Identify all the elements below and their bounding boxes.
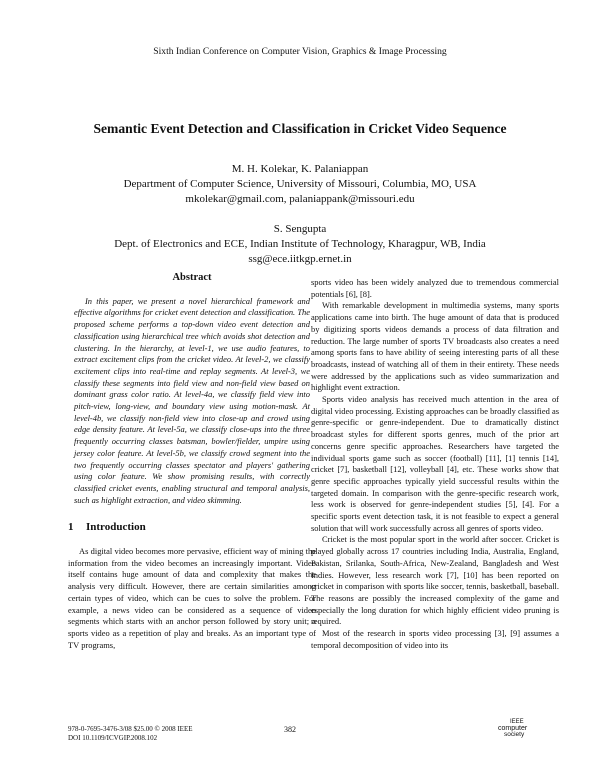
abstract-text: In this paper, we present a novel hierarchical framework and effective algorithms for cricket event detection and classification. The proposed scheme performs a top-down video event detection and classification using hierarchical tree which avoids shot detection and clustering. In the hierarchy, at level-1, we use audio features, to extract excitement clips from the cricket video. At level-2, we classify excitement clips into real-time and replay segments. At level-3, we classify these segments into field view and non-field view based on dominant grass color ratio. At level-4a, we classify field view into pitch-view, long-view, and boundary view using motion-mask. At level-4b, we classify non-field view into close-up and crowd using edge density feature. At level-5a, we classify close-ups into the three frequently occurring classes batsman, bowler/fielder, umpire using jersey color feature. At level-5b, we classify crowd segment into the two frequently occurring classes spectator and players' gathering using color feature. We show promising results, with correctly classified cricket events, enabling structural and temporal analysis, such as highlight extraction, and video skimming. — [74, 295, 310, 505]
ieee-mark: IEEE — [510, 719, 524, 725]
author-emails: ssg@ece.iitkgp.ernet.in — [248, 253, 352, 265]
logo-text-computer: computer — [498, 725, 528, 732]
conference-header: Sixth Indian Conference on Computer Vision, Graphics & Image Processing — [153, 46, 447, 57]
author-block-2 — [0, 222, 600, 267]
right-column — [311, 277, 559, 652]
author-emails: mkolekar@gmail.com, palaniappank@missouri.edu — [185, 193, 415, 205]
author-affiliation: Dept. of Electronics and ECE, Indian Institute of Technology, Kharagpur, WB, India — [114, 238, 486, 250]
author-names: M. H. Kolekar, K. Palaniappan — [231, 163, 369, 175]
isbn-line: 978-0-7695-3476-3/08 $25.00 © 2008 IEEE — [68, 725, 193, 733]
author-affiliation: Department of Computer Science, University of Missouri, Columbia, MO, USA — [123, 178, 477, 190]
paragraph: Most of the research in sports video processing [3], [9] assumes a temporal decomposition of video into its — [311, 628, 559, 650]
page-number: 382 — [284, 725, 296, 734]
paragraph: With remarkable development in multimedia systems, many sports applications came into birth. The huge amount of data that is produced by digitizing sports videos demands a process of data filtration and reduction. The large number of sports TV broadcasts also creates a need among sports fans to have ability of seeing interesting parts of all these broadcasts, instead of watching all of them in their entirety. These needs were addressed by the applications such as video summarization and highlight event extraction. — [311, 300, 559, 393]
footer-citation — [68, 725, 193, 743]
doi-line: DOI 10.1109/ICVGIP.2008.102 — [68, 734, 158, 742]
intro-paragraph: As digital video becomes more pervasive, efficient way of mining the information from the video becomes an increasingly important. Video itself contains huge amount of data and complexity that makes the analysis very difficult. However, there are certain similarities among certain types of video, which can be cues to solve the problem. For example, a news video can be considered as a sequence of video segments which starts with an anchor person followed by story unit; a sports video as a repetition of play and breaks. As an important type of TV programs, — [68, 546, 316, 650]
left-column — [68, 272, 316, 651]
computer-society-logo — [492, 719, 548, 739]
paper-title: Semantic Event Detection and Classification in Cricket Video Sequence — [93, 121, 507, 136]
author-block-1 — [0, 162, 600, 207]
author-names: S. Sengupta — [273, 223, 327, 235]
abstract-heading: Abstract — [172, 272, 212, 283]
section-heading-introduction — [68, 522, 316, 534]
section-number: 1 — [68, 521, 74, 534]
section-title: Introduction — [86, 521, 146, 534]
paragraph: Sports video analysis has received much attention in the area of digital video processing. Existing approaches can be broadly classified as genre-specific or genre-independent. Due to dramatically distinct broadcast styles for different sports genres, much of the prior art concerns genre specific approaches. Researchers have targeted the individual sports game such as soccer (football) [11], [1] tennis [14], cricket [7], basketball [12], volleyball [4], etc. These works show that genre specific approaches typically yield successful results within the targeted domain. In comparison with the genre-specific research work, less work is observed for genre-independent studies [5], [4]. For a specific sports event detection task, it is not feasible to expect a general solution that will work successfully across all genres of sports video. — [311, 394, 559, 533]
paragraph: Cricket is the most popular sport in the world after soccer. Cricket is played globally across 17 countries including India, Australia, England, Pakistan, Srilanka, South-Africa, New-Zealand, Bangladesh and West Indies. However, less research work [7], [10] has been reported on cricket in comparison with sports like soccer, tennis, basketball, baseball. The reasons are possibly the increased complexity of the game and especially the long duration for which highly efficient video pruning is required. — [311, 534, 559, 627]
logo-text-society: society — [504, 731, 525, 738]
paragraph: sports video has been widely analyzed due to tremendous commercial potentials [6], [8]. — [311, 277, 559, 299]
